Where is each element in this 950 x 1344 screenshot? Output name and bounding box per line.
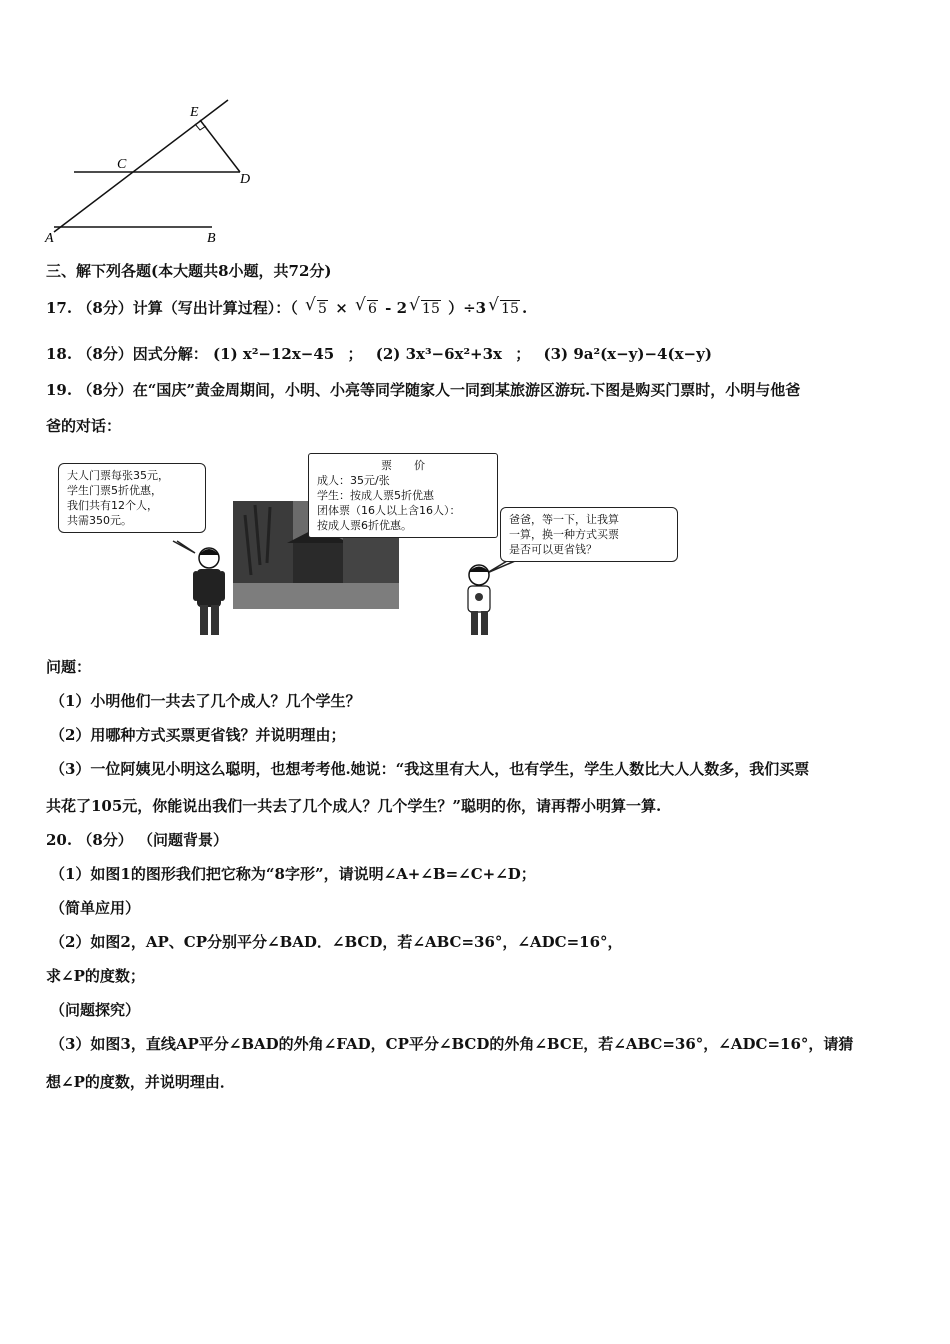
kid-line-2: 一算，换一种方式买票: [509, 528, 619, 541]
price-line-1: 成人：35元/张: [317, 474, 390, 487]
sqrt-15-b: √ 15: [488, 298, 520, 319]
q18-number: 18.: [46, 345, 73, 363]
q19-text: 在“国庆”黄金周期间，小明、小亮等同学随家人一同到某旅游区游玩.下图是购买门票时，小明与他爸: [132, 381, 801, 399]
q20-part2: （2）如图2，AP、CP分别平分∠BAD．∠BCD，若∠ABC=36°，∠ADC=16°，: [50, 933, 623, 951]
q20-part3-line2: 想∠P的度数，并说明理由．: [46, 1073, 235, 1091]
q20-number: 20.: [46, 831, 73, 849]
q19-question-3-line2: 共花了105元，你能说出我们一共去了几个成人？几个学生？”聪明的你，请再帮小明算一算.: [46, 797, 662, 815]
divide-part: ）÷3: [448, 299, 487, 317]
kid-speech-bubble: [500, 507, 678, 562]
q18-part3: (3) 9a²(x−y)−4(x−y): [543, 345, 712, 363]
sqrt-15-a: √ 15: [409, 298, 441, 319]
q20-explore-label: （问题探究）: [50, 1001, 141, 1019]
price-line-2: 学生：按成人票5折优惠: [317, 489, 434, 502]
q20-part1: （1）如图1的图形我们把它称为“8字形”，请说明∠A+∠B=∠C+∠D；: [50, 865, 536, 883]
q20-header: [46, 830, 228, 850]
q20-app-label: （简单应用）: [50, 899, 141, 917]
price-board: [308, 453, 498, 538]
q18-part1: (1) x²−12x−45: [213, 345, 335, 363]
q18: [46, 344, 712, 364]
dad-line-2: 学生门票5折优惠，: [67, 484, 162, 497]
q18-points: （8分）: [77, 345, 133, 363]
q17: [46, 298, 527, 319]
q19-question-1: （1）小明他们一共去了几个成人？几个学生？: [50, 692, 361, 710]
dad-bubble-tail: [173, 541, 195, 553]
q19-question-3-line1: （3）一位阿姨见小明这么聪明，也想考考他.她说：“我这里有大人，也有学生，学生人数比大人人数多，我们买票: [50, 760, 810, 778]
label-d: D: [240, 172, 251, 187]
label-a: A: [45, 231, 54, 246]
q19-points: （8分）: [77, 381, 133, 399]
q17-number: 17.: [46, 299, 73, 317]
dad-line-4: 共需350元。: [67, 514, 132, 527]
q17-points: （8分）: [77, 299, 133, 317]
line-ae: [54, 100, 228, 232]
dad-figure: [193, 548, 225, 635]
price-board-title: 票 价: [381, 459, 425, 472]
q18-sep2: ；: [515, 345, 531, 363]
q19-line1: [46, 380, 800, 400]
kid-bubble-tail: [487, 561, 515, 573]
kid-line-1: 爸爸，等一下，让我算: [509, 513, 619, 526]
section3-heading: 三、解下列各题(本大题共8小题，共72分): [46, 262, 332, 280]
q20-bg-label: （问题背景）: [138, 831, 229, 849]
dad-line-3: 我们共有12个人，: [67, 499, 158, 512]
q17-end: .: [521, 299, 528, 317]
price-line-3: 团体票（16人以上含16人）：: [317, 504, 461, 517]
q19-question-2: （2）用哪种方式买票更省钱？并说明理由；: [50, 726, 346, 744]
q18-prompt: 因式分解：: [132, 345, 208, 363]
q20-points: （8分）: [77, 831, 133, 849]
ticket-illustration: [55, 445, 695, 645]
minus-coef: - 2: [385, 299, 408, 317]
price-line-4: 按成人票6折优惠。: [317, 519, 412, 532]
label-b: B: [207, 231, 216, 246]
label-c: C: [117, 157, 127, 172]
q19-number: 19.: [46, 381, 73, 399]
dad-line-1: 大人门票每张35元，: [67, 469, 169, 482]
sqrt-6: √ 6: [355, 298, 378, 319]
q18-sep1: ；: [347, 345, 363, 363]
q19-line2: 爸的对话：: [46, 417, 122, 435]
sqrt-5: √ 5: [305, 298, 328, 319]
times-sign: ×: [335, 299, 348, 317]
q20-part3-line1: （3）如图3，直线AP平分∠BAD的外角∠FAD，CP平分∠BCD的外角∠BCE，若∠ABC=36°，∠ADC=16°，请猜: [50, 1035, 854, 1053]
questions-label: 问题：: [46, 658, 92, 676]
geometry-figure: [40, 95, 280, 250]
q20-part2b: 求∠P的度数；: [46, 967, 145, 985]
kid-line-3: 是否可以更省钱？: [509, 543, 597, 556]
q18-part2: (2) 3x³−6x²+3x: [375, 345, 502, 363]
line-ed: [200, 120, 240, 172]
kid-figure: [468, 565, 490, 635]
label-e: E: [190, 105, 199, 120]
q17-prompt: 计算（写出计算过程）：（: [132, 299, 298, 317]
